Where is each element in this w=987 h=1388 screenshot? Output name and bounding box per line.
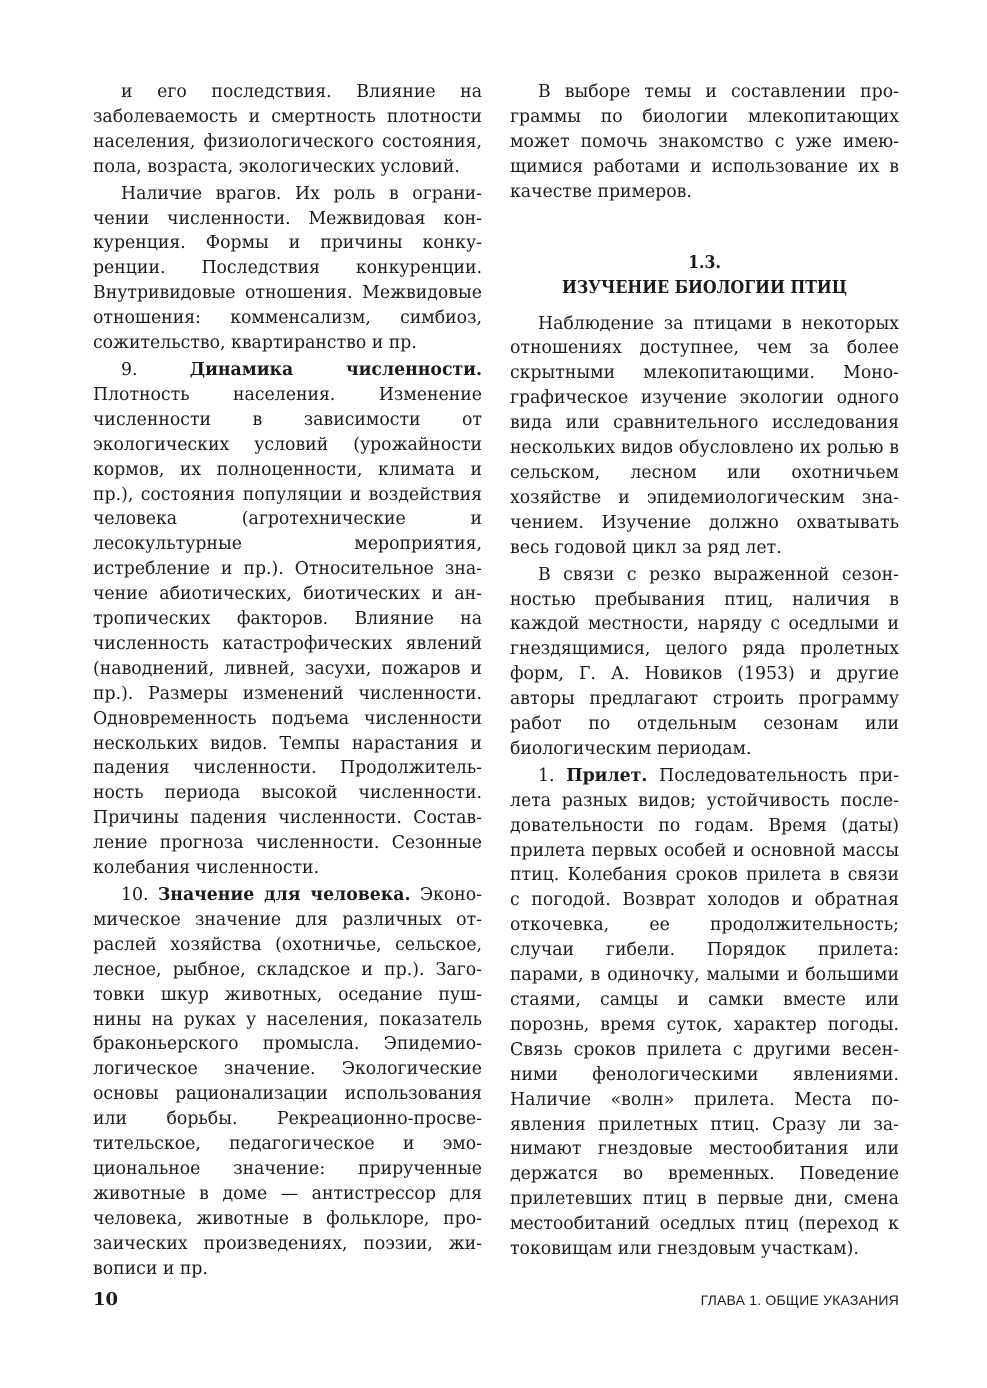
paragraph bbox=[510, 563, 899, 762]
paragraph bbox=[93, 883, 482, 1282]
paragraph bbox=[93, 182, 482, 356]
page-number: 10 bbox=[93, 1289, 119, 1310]
section-title: ИЗУЧЕНИЕ БИОЛОГИИ ПТИЦ bbox=[561, 277, 848, 298]
right-column bbox=[510, 80, 899, 1262]
paragraph-text: Наличие врагов. Их роль в ограничении численности. Межвидовая конкуренция. Формы и причины конкуренции. Последствия конкуренции. Внутривидовые отношения. Межвидовые отношения: комменсализм, симбиоз, сожительство, квартиранство и пр. bbox=[93, 183, 482, 354]
item-number: 1. bbox=[538, 765, 555, 786]
item-title: Прилет. bbox=[566, 765, 648, 786]
paragraph bbox=[93, 80, 482, 180]
section-number: 1.3. bbox=[688, 252, 721, 273]
page-footer bbox=[93, 1289, 899, 1313]
item-title: Значение для человека. bbox=[157, 885, 411, 905]
paragraph-text: Последовательность прилета разных видов; устойчивость последовательности по годам. Время (даты) прилета первых особей и основной массы птиц. Колебания сроков прилета в связи с погодой. Возврат холодов и обратная откочевка, ее продолжительность; случаи гибели. Порядок прилета: парами, в одиночку, малыми и большими стаями, самцы и самки вместе или порознь, время суток, характер погоды. Связь сроков прилета с другими весенними фенологическими явлениями. Наличие «волн» прилета. Места появления прилетных птиц. Сразу ли занимают гнездовые местообитания или держатся во временных. Поведение прилетевших птиц в первые дни, смена местообитаний оседлых птиц (переход к токовищам или гнездовым участкам). bbox=[510, 765, 899, 1260]
paragraph-text: Наблюдение за птицами в некоторых отношениях доступнее, чем за более скрытными млекопитающими. Монографическое изучение экологии одного вида или сравнительного исследования нескольких видов обусловлено их ролью в сельском, лесном или охотничьем хозяйстве и эпидемиологическим значением. Изучение должно охватывать весь годовой цикл за ряд лет. bbox=[510, 313, 899, 558]
item-number: 9. bbox=[121, 359, 138, 380]
paragraph-text: В выборе темы и составлении программы по биологии млекопитающих может помочь знакомство с уже имеющимися работами и использование их в качестве примеров. bbox=[510, 82, 899, 202]
paragraph-text: Плотность населения. Изменение численности в зависимости от экологических условий (урожайности кормов, их полноценности, климата и пр.), состояния популяции и воздействия человека (агротехнические и лесокультурные мероприятия, истребление и пр.). Относительное значение абиотических, биотических и антропических факторов. Влияние на численность катастрофических явлений (наводнений, ливней, засухи, пожаров и пр.). Размеры изменений численности. Одновременность подъема численности нескольких видов. Темпы нарастания и падения численности. Продолжительность периода высокой численности. Причины падения численности. Составление прогноза численности. Сезонные колебания численности. bbox=[93, 384, 482, 879]
paragraph bbox=[510, 764, 899, 1262]
paragraph bbox=[510, 80, 899, 205]
paragraph bbox=[93, 358, 482, 881]
paragraph-text: и его последствия. Влияние на заболеваемость и смертность плотности населения, физиологического состояния, пола, возраста, экологических условий. bbox=[93, 82, 482, 177]
running-head: ГЛАВА 1. ОБЩИЕ УКАЗАНИЯ bbox=[700, 1292, 899, 1308]
paragraph bbox=[510, 312, 899, 561]
section-heading bbox=[510, 251, 899, 301]
paragraph-text: В связи с резко выраженной сезонностью пребывания птиц, наличия в каждой местности, наряду с оседлыми и гнездящимися, целого ряда пролетных форм, Г. А. Новиков (1953) и другие авторы предлагают строить программу работ по отдельным сезонам или биологическим периодам. bbox=[510, 564, 899, 759]
item-number: 10. bbox=[121, 885, 149, 905]
item-title: Динамика численности. bbox=[189, 359, 483, 380]
left-column bbox=[93, 80, 482, 1282]
paragraph-text: Экономическое значение для различных отраслей хозяйства (охотничье, сельское, лесное, рыбное, складское и пр.). Заготовки шкур животных, оседание пушнины на руках у населения, показатель браконьерского промысла. Эпидемиологическое значение. Экологические основы рационализации использования или борьбы. Рекреационно-просветительское, педагогическое и эмоциональное значение: прирученные животные в доме — антистрессор для человека, животные в фольклоре, прозаических произведениях, поэзии, живописи и пр. bbox=[93, 885, 483, 1279]
